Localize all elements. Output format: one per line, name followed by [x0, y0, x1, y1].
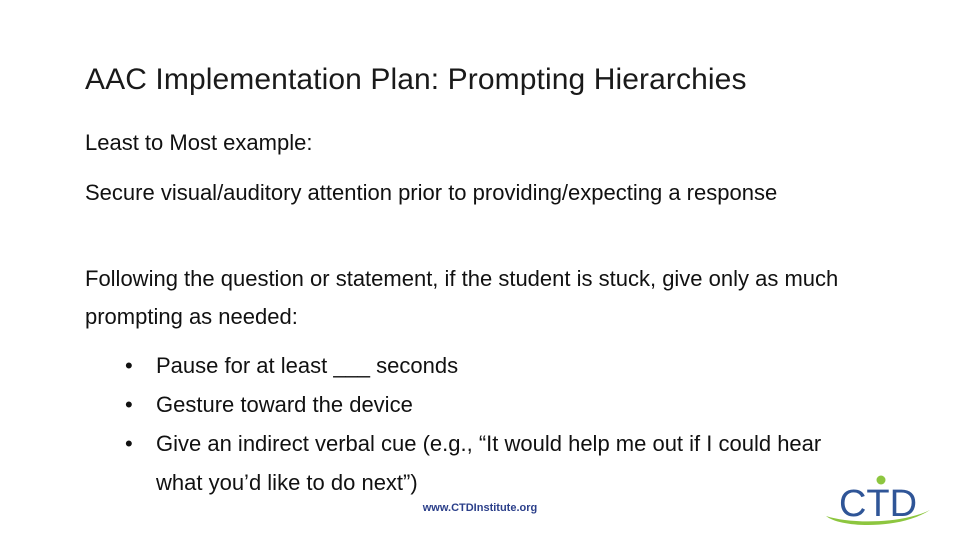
list-item: [125, 346, 845, 385]
ctd-logo: [820, 472, 936, 528]
prompt-list: [125, 346, 845, 502]
bullet-icon: •: [125, 431, 133, 456]
bullet-icon: •: [125, 392, 133, 417]
following-paragraph: Following the question or statement, if the student is stuck, give only as much prompting as needed:: [85, 266, 839, 329]
list-item: [125, 424, 845, 502]
logo-text: CTD: [838, 483, 918, 525]
footer-url[interactable]: www.CTDInstitute.org: [422, 502, 538, 514]
bullet-icon: •: [125, 353, 133, 378]
slide-title: AAC Implementation Plan: Prompting Hierarchies: [85, 63, 747, 96]
bullet-text: Pause for at least ___ seconds: [156, 353, 459, 378]
intro-text: Least to Most example:: [85, 130, 313, 155]
bullet-text: Give an indirect verbal cue (e.g., “It would help me out if I could hear what you’d like to do next”): [156, 431, 822, 495]
attention-paragraph: Secure visual/auditory attention prior to providing/expecting a response: [85, 180, 778, 205]
bullet-text: Gesture toward the device: [156, 392, 413, 417]
list-item: [125, 385, 845, 424]
